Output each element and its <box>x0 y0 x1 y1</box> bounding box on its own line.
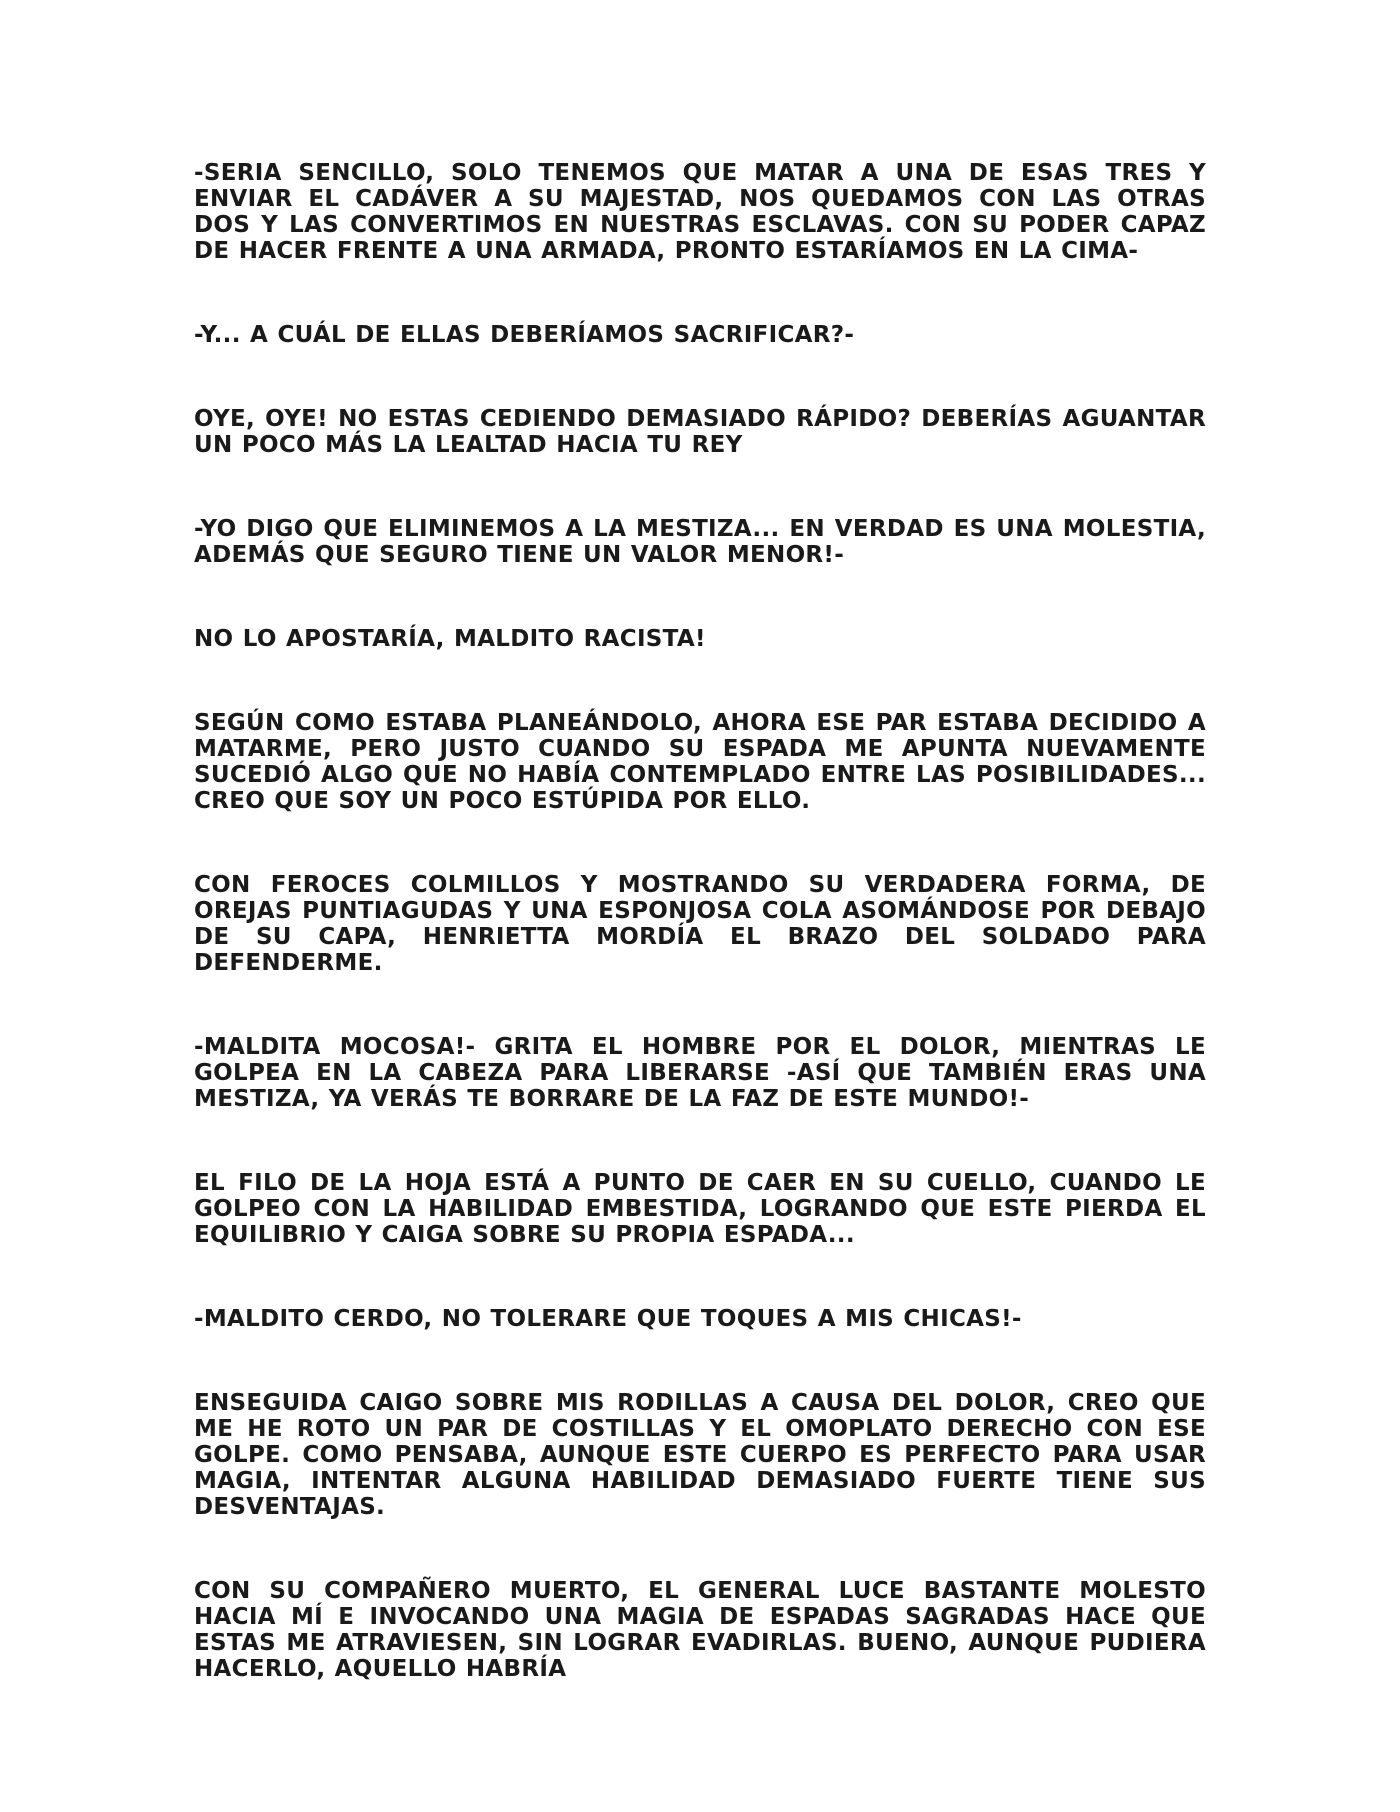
paragraph: -MALDITA MOCOSA!- GRITA EL HOMBRE POR EL DOLOR, MIENTRAS LE GOLPEA EN LA CABEZA PARA LIBERARSE -ASÍ QUE TAMBIÉN ERAS UNA MESTIZA, YA VERÁS TE BORRARE DE LA FAZ DE ESTE MUNDO!- <box>194 1034 1206 1112</box>
paragraph: CON SU COMPAÑERO MUERTO, EL GENERAL LUCE BASTANTE MOLESTO HACIA MÍ E INVOCANDO UNA MAGIA DE ESPADAS SAGRADAS HACE QUE ESTAS ME ATRAVIESEN, SIN LOGRAR EVADIRLAS. BUENO, AUNQUE PUDIERA HACERLO, AQUELLO HABRÍA <box>194 1578 1206 1682</box>
paragraph: CON FEROCES COLMILLOS Y MOSTRANDO SU VERDADERA FORMA, DE OREJAS PUNTIAGUDAS Y UNA ESPONJOSA COLA ASOMÁNDOSE POR DEBAJO DE SU CAPA, HENRIETTA MORDÍA EL BRAZO DEL SOLDADO PARA DEFENDERME. <box>194 872 1206 976</box>
paragraph: -Y... A CUÁL DE ELLAS DEBERÍAMOS SACRIFICAR?- <box>194 322 855 348</box>
paragraph: -SERIA SENCILLO, SOLO TENEMOS QUE MATAR A UNA DE ESAS TRES Y ENVIAR EL CADÁVER A SU MAJESTAD, NOS QUEDAMOS CON LAS OTRAS DOS Y LAS CONVERTIMOS EN NUESTRAS ESCLAVAS. CON SU PODER CAPAZ DE HACER FRENTE A UNA ARMADA, PRONTO ESTARÍAMOS EN LA CIMA- <box>194 160 1206 264</box>
paragraph: NO LO APOSTARÍA, MALDITO RACISTA! <box>194 626 706 652</box>
paragraph: -YO DIGO QUE ELIMINEMOS A LA MESTIZA... EN VERDAD ES UNA MOLESTIA, ADEMÁS QUE SEGURO TIENE UN VALOR MENOR!- <box>194 516 1206 568</box>
paragraph: OYE, OYE! NO ESTAS CEDIENDO DEMASIADO RÁPIDO? DEBERÍAS AGUANTAR UN POCO MÁS LA LEALTAD HACIA TU REY <box>194 406 1206 458</box>
paragraph: EL FILO DE LA HOJA ESTÁ A PUNTO DE CAER EN SU CUELLO, CUANDO LE GOLPEO CON LA HABILIDAD EMBESTIDA, LOGRANDO QUE ESTE PIERDA EL EQUILIBRIO Y CAIGA SOBRE SU PROPIA ESPADA... <box>194 1170 1206 1248</box>
text-column <box>194 160 1206 1682</box>
paragraph: SEGÚN COMO ESTABA PLANEÁNDOLO, AHORA ESE PAR ESTABA DECIDIDO A MATARME, PERO JUSTO CUANDO SU ESPADA ME APUNTA NUEVAMENTE SUCEDIÓ ALGO QUE NO HABÍA CONTEMPLADO ENTRE LAS POSIBILIDADES... CREO QUE SOY UN POCO ESTÚPIDA POR ELLO. <box>194 710 1206 814</box>
paragraph: -MALDITO CERDO, NO TOLERARE QUE TOQUES A MIS CHICAS!- <box>194 1306 1022 1332</box>
paragraph: ENSEGUIDA CAIGO SOBRE MIS RODILLAS A CAUSA DEL DOLOR, CREO QUE ME HE ROTO UN PAR DE COSTILLAS Y EL OMOPLATO DERECHO CON ESE GOLPE. COMO PENSABA, AUNQUE ESTE CUERPO ES PERFECTO PARA USAR MAGIA, INTENTAR ALGUNA HABILIDAD DEMASIADO FUERTE TIENE SUS DESVENTAJAS. <box>194 1390 1206 1520</box>
